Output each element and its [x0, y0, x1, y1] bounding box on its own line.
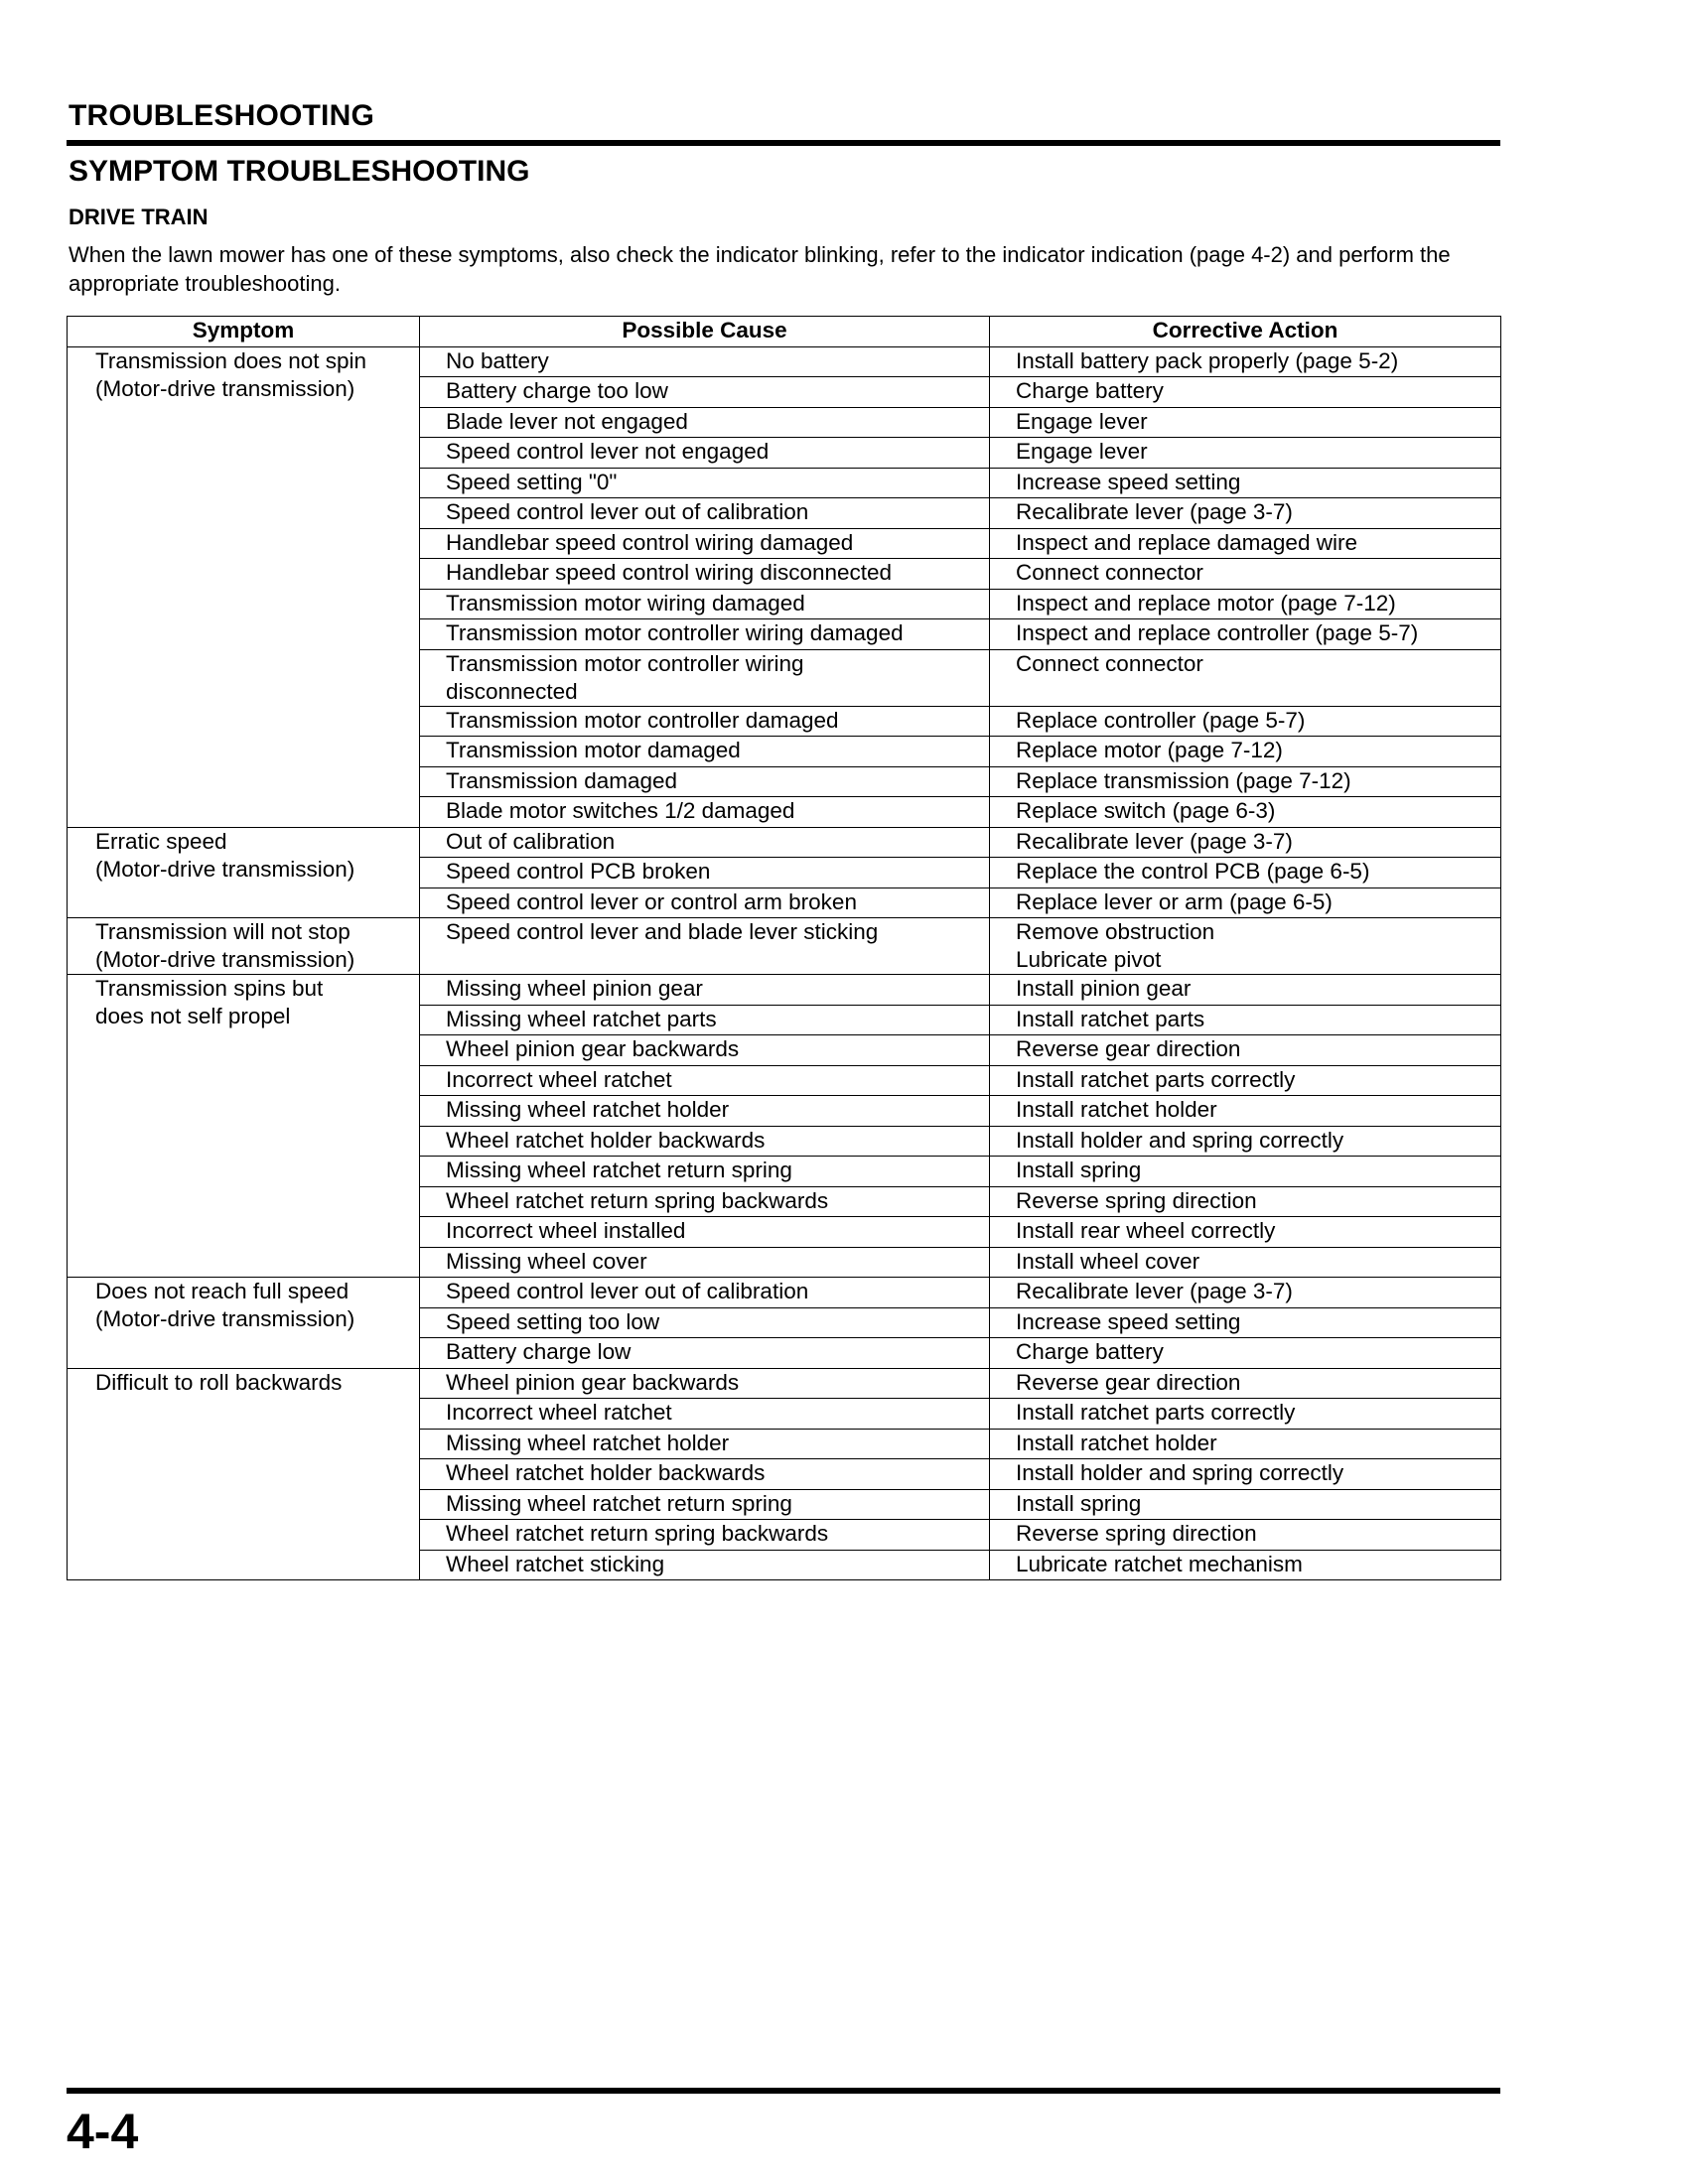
cause-cell: Speed control lever out of calibration	[420, 498, 990, 529]
cause-cell: Blade lever not engaged	[420, 407, 990, 438]
action-cell: Install battery pack properly (page 5-2)	[990, 346, 1501, 377]
symptom-cell: Transmission does not spin (Motor-drive transmission)	[68, 346, 420, 827]
table-row	[68, 827, 1501, 858]
action-cell: Install ratchet parts	[990, 1005, 1501, 1035]
action-cell: Install spring	[990, 1157, 1501, 1187]
action-cell: Reverse spring direction	[990, 1520, 1501, 1551]
cause-cell: Handlebar speed control wiring disconnected	[420, 559, 990, 590]
action-cell: Charge battery	[990, 1338, 1501, 1369]
action-cell: Engage lever	[990, 407, 1501, 438]
action-cell: Replace the control PCB (page 6-5)	[990, 858, 1501, 888]
cause-cell: Transmission motor controller damaged	[420, 706, 990, 737]
symptom-cell: Erratic speed (Motor-drive transmission)	[68, 827, 420, 918]
cause-cell: Speed setting too low	[420, 1307, 990, 1338]
action-cell: Install holder and spring correctly	[990, 1459, 1501, 1490]
cause-cell: Transmission motor controller wiring disconnected	[420, 649, 990, 706]
action-cell: Replace lever or arm (page 6-5)	[990, 887, 1501, 918]
action-cell: Charge battery	[990, 377, 1501, 408]
cause-cell: Speed control lever or control arm broken	[420, 887, 990, 918]
cause-cell: Speed control lever not engaged	[420, 438, 990, 469]
cause-cell: Handlebar speed control wiring damaged	[420, 528, 990, 559]
cause-cell: Transmission damaged	[420, 766, 990, 797]
action-cell: Install ratchet parts correctly	[990, 1399, 1501, 1430]
action-cell: Inspect and replace controller (page 5-7)	[990, 619, 1501, 650]
cause-cell: Wheel ratchet return spring backwards	[420, 1186, 990, 1217]
action-cell: Replace transmission (page 7-12)	[990, 766, 1501, 797]
column-header-action: Corrective Action	[990, 317, 1501, 347]
symptom-cell: Difficult to roll backwards	[68, 1368, 420, 1580]
cause-cell: Incorrect wheel ratchet	[420, 1065, 990, 1096]
cause-cell: Missing wheel cover	[420, 1247, 990, 1278]
cause-cell: Missing wheel ratchet holder	[420, 1096, 990, 1127]
cause-cell: Missing wheel ratchet holder	[420, 1429, 990, 1459]
action-cell: Increase speed setting	[990, 1307, 1501, 1338]
cause-cell: No battery	[420, 346, 990, 377]
action-cell: Install pinion gear	[990, 975, 1501, 1006]
action-cell: Recalibrate lever (page 3-7)	[990, 498, 1501, 529]
page-number: 4-4	[67, 2104, 139, 2159]
cause-cell: Speed control lever out of calibration	[420, 1278, 990, 1308]
cause-cell: Blade motor switches 1/2 damaged	[420, 797, 990, 828]
cause-cell: Missing wheel pinion gear	[420, 975, 990, 1006]
table-row	[68, 346, 1501, 377]
cause-cell: Missing wheel ratchet return spring	[420, 1157, 990, 1187]
action-cell: Install spring	[990, 1489, 1501, 1520]
subsection-title: SYMPTOM TROUBLESHOOTING	[69, 155, 530, 188]
cause-cell: Missing wheel ratchet return spring	[420, 1489, 990, 1520]
table-header-row	[68, 317, 1501, 347]
action-cell: Install holder and spring correctly	[990, 1126, 1501, 1157]
table-row	[68, 1368, 1501, 1399]
action-cell: Increase speed setting	[990, 468, 1501, 498]
cause-cell: Wheel ratchet holder backwards	[420, 1459, 990, 1490]
action-cell: Connect connector	[990, 559, 1501, 590]
action-cell: Install wheel cover	[990, 1247, 1501, 1278]
action-cell: Recalibrate lever (page 3-7)	[990, 1278, 1501, 1308]
cause-cell: Incorrect wheel installed	[420, 1217, 990, 1248]
cause-cell: Speed setting "0"	[420, 468, 990, 498]
action-cell: Inspect and replace motor (page 7-12)	[990, 589, 1501, 619]
action-cell: Connect connector	[990, 649, 1501, 706]
cause-cell: Transmission motor damaged	[420, 737, 990, 767]
category-title: DRIVE TRAIN	[69, 205, 209, 229]
table-row	[68, 1278, 1501, 1308]
cause-cell: Wheel pinion gear backwards	[420, 1368, 990, 1399]
action-cell: Remove obstruction Lubricate pivot	[990, 918, 1501, 975]
section-title: TROUBLESHOOTING	[69, 99, 374, 132]
cause-cell: Transmission motor wiring damaged	[420, 589, 990, 619]
action-cell: Install ratchet holder	[990, 1429, 1501, 1459]
cause-cell: Out of calibration	[420, 827, 990, 858]
cause-cell: Speed control PCB broken	[420, 858, 990, 888]
header-rule	[67, 140, 1500, 146]
cause-cell: Missing wheel ratchet parts	[420, 1005, 990, 1035]
table-body	[68, 346, 1501, 1580]
footer-rule	[67, 2088, 1500, 2094]
symptom-cell: Transmission will not stop (Motor-drive transmission)	[68, 918, 420, 975]
action-cell: Install ratchet parts correctly	[990, 1065, 1501, 1096]
cause-cell: Battery charge too low	[420, 377, 990, 408]
cause-cell: Transmission motor controller wiring damaged	[420, 619, 990, 650]
cause-cell: Wheel ratchet holder backwards	[420, 1126, 990, 1157]
cause-cell: Wheel pinion gear backwards	[420, 1035, 990, 1066]
column-header-cause: Possible Cause	[420, 317, 990, 347]
symptom-cell: Does not reach full speed (Motor-drive transmission)	[68, 1278, 420, 1369]
action-cell: Replace motor (page 7-12)	[990, 737, 1501, 767]
table-row	[68, 975, 1501, 1006]
action-cell: Recalibrate lever (page 3-7)	[990, 827, 1501, 858]
action-cell: Lubricate ratchet mechanism	[990, 1550, 1501, 1580]
column-header-symptom: Symptom	[68, 317, 420, 347]
action-cell: Install ratchet holder	[990, 1096, 1501, 1127]
action-cell: Install rear wheel correctly	[990, 1217, 1501, 1248]
intro-paragraph: When the lawn mower has one of these symptoms, also check the indicator blinking, refer to the indicator indication (page 4-2) and perform the appropriate troubleshooting.	[69, 242, 1451, 296]
table-row	[68, 918, 1501, 975]
action-cell: Inspect and replace damaged wire	[990, 528, 1501, 559]
troubleshooting-table	[67, 316, 1501, 1580]
action-cell: Replace controller (page 5-7)	[990, 706, 1501, 737]
action-cell: Reverse spring direction	[990, 1186, 1501, 1217]
cause-cell: Speed control lever and blade lever sticking	[420, 918, 990, 975]
cause-cell: Wheel ratchet sticking	[420, 1550, 990, 1580]
action-cell: Reverse gear direction	[990, 1368, 1501, 1399]
cause-cell: Battery charge low	[420, 1338, 990, 1369]
cause-cell: Wheel ratchet return spring backwards	[420, 1520, 990, 1551]
action-cell: Engage lever	[990, 438, 1501, 469]
symptom-cell: Transmission spins but does not self propel	[68, 975, 420, 1278]
action-cell: Replace switch (page 6-3)	[990, 797, 1501, 828]
action-cell: Reverse gear direction	[990, 1035, 1501, 1066]
cause-cell: Incorrect wheel ratchet	[420, 1399, 990, 1430]
